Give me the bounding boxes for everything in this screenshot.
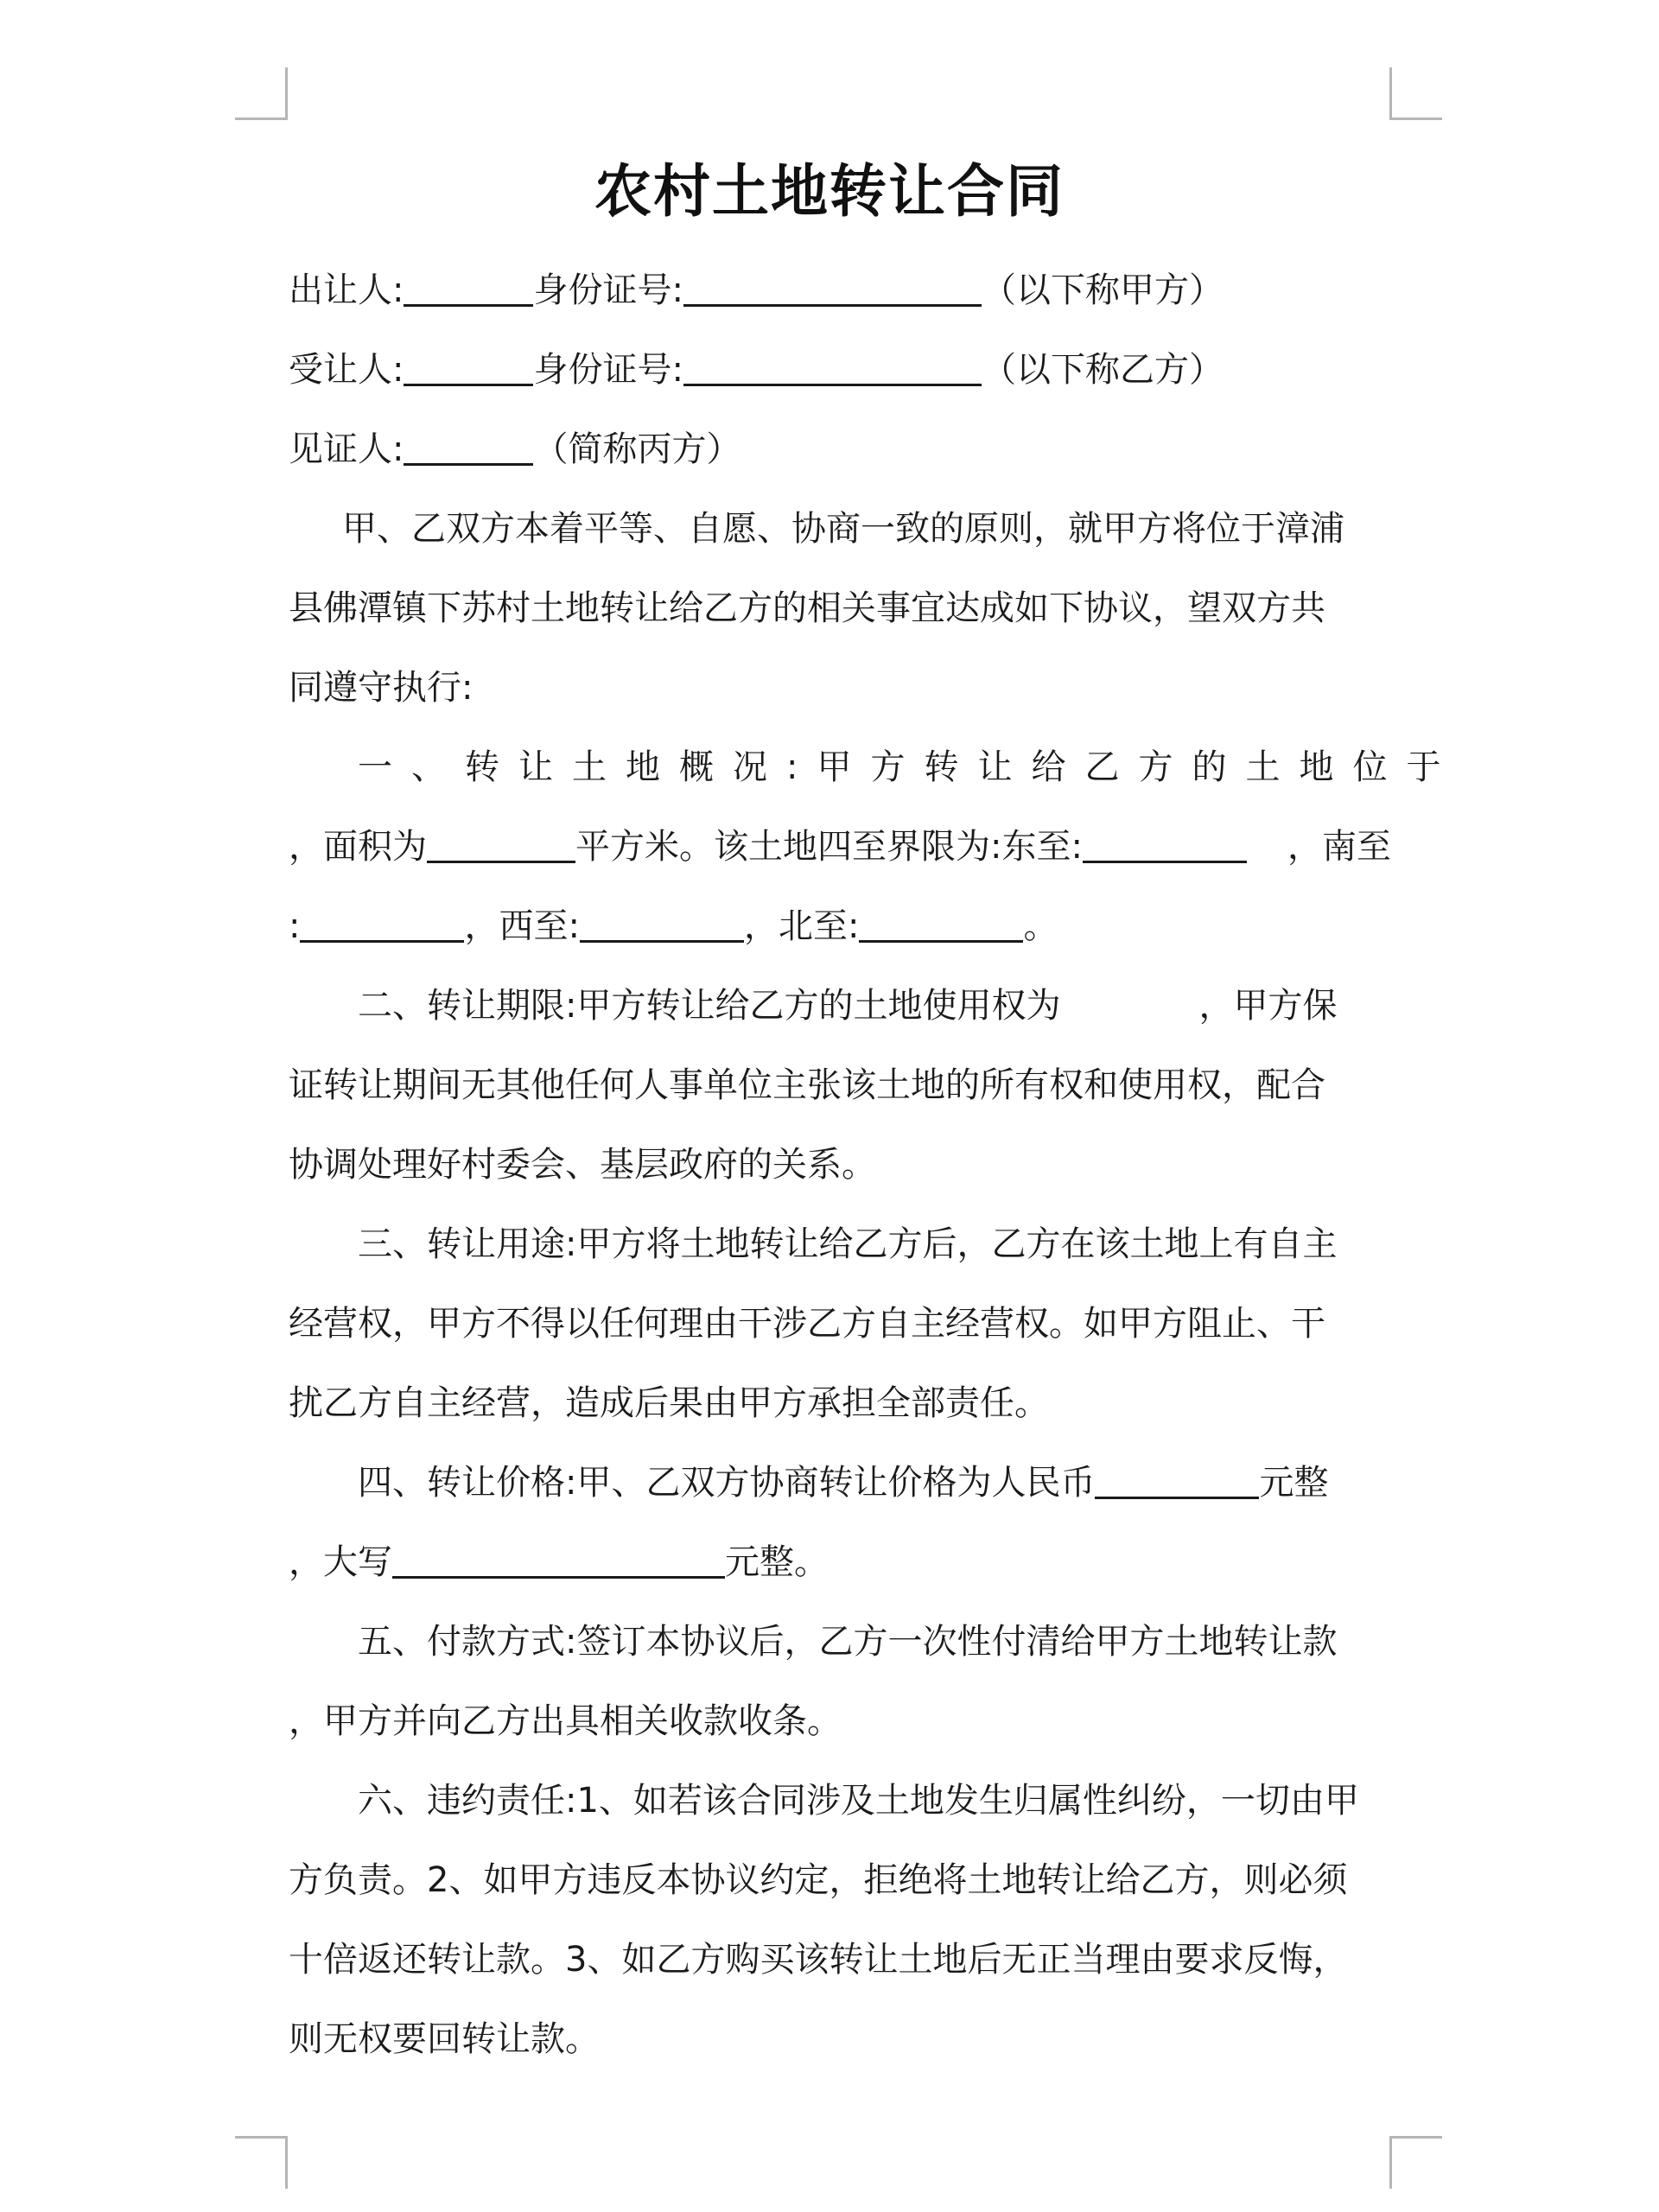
clause3-line-1 [289,1205,1391,1284]
clause3-line-3 [289,1363,1391,1443]
clause2-line-2 [289,1046,1391,1125]
crop-mark-top-right [1389,67,1442,120]
crop-mark-bottom-left [235,2136,288,2189]
transferor-id-blank [683,270,982,307]
clause6-line-4 [289,1999,1391,2079]
transferor-name-blank [404,270,533,307]
witness-note: （简称丙方） [533,429,741,469]
transferee-label: 受让人: [289,350,404,390]
clause5-text-2: ，甲方并向乙方出具相关收款收条。 [289,1701,842,1741]
witness-label: 见证人: [289,429,404,469]
clause6-line-3 [289,1920,1391,1999]
intro-line-2 [289,569,1391,648]
clause1-line-2 [289,807,1391,887]
document-body [289,251,1460,2079]
clause1-west-label: ，西至: [464,906,580,946]
clause3-text-1: 三、转让用途:甲方将土地转让给乙方后，乙方在该土地上有自主 [358,1224,1338,1264]
clause4-text-2b: 元整。 [725,1542,829,1582]
clause2-text-2: 证转让期间无其他任何人事单位主张该土地的所有权和使用权，配合 [289,1065,1325,1105]
clause2-text-1b: ，甲方保 [1198,986,1338,1026]
clause2-text-3: 协调处理好村委会、基层政府的关系。 [289,1145,876,1185]
clause1-east-label: 平方米。该土地四至界限为:东至: [575,827,1083,867]
clause5-line-2 [289,1681,1391,1761]
witness-line [289,410,1391,489]
clause2-text-1a: 二、转让期限:甲方转让给乙方的土地使用权为 [358,986,1061,1026]
east-boundary-blank [1083,826,1247,863]
party-b-note: （以下称乙方） [981,350,1224,390]
intro-text-1: 甲、乙双方本着平等、自愿、协商一致的原则，就甲方将位于漳浦 [342,509,1344,549]
clause3-text-2: 经营权，甲方不得以任何理由干涉乙方自主经营权。如甲方阻止、干 [289,1304,1325,1344]
clause1-colon: : [289,906,301,946]
intro-text-2: 县佛潭镇下苏村土地转让给乙方的相关事宜达成如下协议，望双方共 [289,588,1325,628]
clause4-line-1 [289,1443,1391,1522]
transferee-id-blank [683,349,982,386]
clause3-line-2 [289,1284,1391,1363]
clause1-line-3 [289,887,1391,966]
transferor-line [289,251,1391,330]
clause1-text-1: 一、转让土地概况:甲方转让给乙方的土地位于 [358,747,1460,787]
west-boundary-blank [580,906,744,943]
clause1-north-label: ，北至: [743,906,860,946]
document-title: 农村土地转让合同 [594,158,1065,225]
intro-text-3: 同遵守执行: [289,668,474,708]
clause6-line-2 [289,1840,1391,1920]
clause6-text-1: 六、违约责任:1、如若该合同涉及土地发生归属性纠纷，一切由甲 [358,1781,1359,1821]
party-a-note: （以下称甲方） [981,270,1224,310]
price-number-blank [1095,1462,1259,1499]
clause5-text-1: 五、付款方式:签订本协议后，乙方一次性付清给甲方土地转让款 [358,1622,1338,1662]
clause1-area-label: ，面积为 [289,827,427,867]
clause4-text-1b: 元整 [1259,1463,1329,1503]
clause2-line-3 [289,1125,1391,1205]
clause2-line-1 [289,966,1391,1046]
transferor-label: 出让人: [289,270,404,310]
clause4-line-2 [289,1522,1391,1602]
clause1-line-1 [289,728,1460,807]
clause6-text-4: 则无权要回转让款。 [289,2019,600,2059]
clause4-text-2a: ，大写 [289,1542,392,1582]
clause6-text-3: 十倍返还转让款。3、如乙方购买该转让土地后无正当理由要求反悔， [289,1940,1348,1980]
clause5-line-1 [289,1602,1391,1681]
clause1-south-label: ，南至 [1287,827,1391,867]
transferor-id-label: 身份证号: [533,270,683,310]
clause4-text-1a: 四、转让价格:甲、乙双方协商转让价格为人民币 [358,1463,1096,1503]
price-words-blank [392,1541,725,1579]
crop-mark-bottom-right [1389,2136,1442,2189]
intro-line-1 [289,489,1391,569]
intro-line-3 [289,648,1391,728]
crop-mark-top-left [235,67,288,120]
transferee-name-blank [404,349,533,386]
witness-name-blank [404,429,533,466]
north-boundary-blank [859,906,1023,943]
area-blank [427,826,575,863]
clause3-text-3: 扰乙方自主经营，造成后果由甲方承担全部责任。 [289,1383,1049,1423]
transferee-line [289,330,1391,410]
transferee-id-label: 身份证号: [533,350,683,390]
clause6-text-2: 方负责。2、如甲方违反本协议约定，拒绝将土地转让给乙方，则必须 [289,1860,1348,1900]
clause1-period: 。 [1023,906,1058,946]
south-boundary-blank [300,906,464,943]
clause6-line-1 [289,1761,1391,1840]
